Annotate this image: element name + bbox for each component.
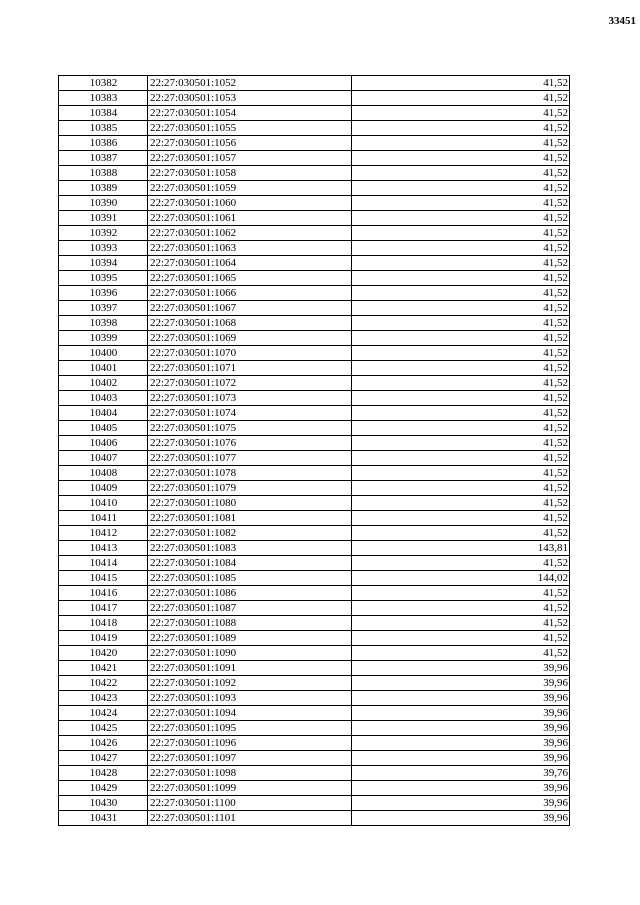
row-number-cell: 10417 [59, 601, 148, 616]
area-cell: 41,52 [352, 316, 570, 331]
area-cell: 41,52 [352, 91, 570, 106]
area-cell: 41,52 [352, 286, 570, 301]
cadastral-number-cell: 22:27:030501:1092 [148, 676, 352, 691]
cadastral-number-cell: 22:27:030501:1056 [148, 136, 352, 151]
row-number-cell: 10423 [59, 691, 148, 706]
area-cell: 41,52 [352, 646, 570, 661]
cadastral-number-cell: 22:27:030501:1060 [148, 196, 352, 211]
area-cell: 41,52 [352, 256, 570, 271]
row-number-cell: 10431 [59, 811, 148, 826]
row-number-cell: 10392 [59, 226, 148, 241]
area-cell: 41,52 [352, 526, 570, 541]
cadastral-number-cell: 22:27:030501:1093 [148, 691, 352, 706]
row-number-cell: 10382 [59, 76, 148, 91]
area-cell: 41,52 [352, 181, 570, 196]
row-number-cell: 10411 [59, 511, 148, 526]
table-row [59, 286, 570, 301]
row-number-cell: 10389 [59, 181, 148, 196]
cadastral-number-cell: 22:27:030501:1053 [148, 91, 352, 106]
row-number-cell: 10400 [59, 346, 148, 361]
area-cell: 41,52 [352, 421, 570, 436]
cadastral-number-cell: 22:27:030501:1075 [148, 421, 352, 436]
cadastral-number-cell: 22:27:030501:1065 [148, 271, 352, 286]
row-number-cell: 10401 [59, 361, 148, 376]
row-number-cell: 10424 [59, 706, 148, 721]
area-cell: 41,52 [352, 241, 570, 256]
table-row [59, 136, 570, 151]
table-row [59, 736, 570, 751]
cadastral-number-cell: 22:27:030501:1098 [148, 766, 352, 781]
table-row [59, 766, 570, 781]
area-cell: 39,96 [352, 706, 570, 721]
cadastral-number-cell: 22:27:030501:1082 [148, 526, 352, 541]
table-row [59, 346, 570, 361]
table-row [59, 676, 570, 691]
area-cell: 41,52 [352, 331, 570, 346]
area-cell: 39,96 [352, 676, 570, 691]
area-cell: 41,52 [352, 496, 570, 511]
row-number-cell: 10398 [59, 316, 148, 331]
cadastral-number-cell: 22:27:030501:1055 [148, 121, 352, 136]
row-number-cell: 10409 [59, 481, 148, 496]
table-row [59, 151, 570, 166]
area-cell: 41,52 [352, 361, 570, 376]
table-row [59, 76, 570, 91]
cadastral-number-cell: 22:27:030501:1091 [148, 661, 352, 676]
cadastral-number-cell: 22:27:030501:1064 [148, 256, 352, 271]
row-number-cell: 10385 [59, 121, 148, 136]
row-number-cell: 10426 [59, 736, 148, 751]
row-number-cell: 10425 [59, 721, 148, 736]
cadastral-number-cell: 22:27:030501:1077 [148, 451, 352, 466]
row-number-cell: 10404 [59, 406, 148, 421]
cadastral-number-cell: 22:27:030501:1094 [148, 706, 352, 721]
table-row [59, 376, 570, 391]
cadastral-number-cell: 22:27:030501:1095 [148, 721, 352, 736]
row-number-cell: 10429 [59, 781, 148, 796]
row-number-cell: 10410 [59, 496, 148, 511]
cadastral-number-cell: 22:27:030501:1089 [148, 631, 352, 646]
cadastral-number-cell: 22:27:030501:1070 [148, 346, 352, 361]
table-row [59, 331, 570, 346]
table-row [59, 646, 570, 661]
row-number-cell: 10391 [59, 211, 148, 226]
cadastral-number-cell: 22:27:030501:1078 [148, 466, 352, 481]
table-row [59, 706, 570, 721]
table-row [59, 526, 570, 541]
cadastral-number-cell: 22:27:030501:1069 [148, 331, 352, 346]
area-cell: 41,52 [352, 76, 570, 91]
area-cell: 41,52 [352, 406, 570, 421]
registry-table [58, 75, 570, 826]
cadastral-number-cell: 22:27:030501:1100 [148, 796, 352, 811]
cadastral-number-cell: 22:27:030501:1071 [148, 361, 352, 376]
area-cell: 41,52 [352, 586, 570, 601]
row-number-cell: 10383 [59, 91, 148, 106]
table-body [59, 76, 570, 826]
area-cell: 39,96 [352, 721, 570, 736]
row-number-cell: 10420 [59, 646, 148, 661]
row-number-cell: 10395 [59, 271, 148, 286]
table-row [59, 586, 570, 601]
page-number: 33451 [608, 15, 636, 27]
table-row [59, 556, 570, 571]
table-row [59, 571, 570, 586]
area-cell: 41,52 [352, 106, 570, 121]
cadastral-number-cell: 22:27:030501:1090 [148, 646, 352, 661]
table-row [59, 271, 570, 286]
table-row [59, 691, 570, 706]
area-cell: 39,96 [352, 781, 570, 796]
area-cell: 39,96 [352, 796, 570, 811]
cadastral-number-cell: 22:27:030501:1066 [148, 286, 352, 301]
table-row [59, 451, 570, 466]
table-row [59, 121, 570, 136]
row-number-cell: 10415 [59, 571, 148, 586]
area-cell: 41,52 [352, 211, 570, 226]
cadastral-number-cell: 22:27:030501:1085 [148, 571, 352, 586]
cadastral-number-cell: 22:27:030501:1079 [148, 481, 352, 496]
cadastral-number-cell: 22:27:030501:1101 [148, 811, 352, 826]
row-number-cell: 10387 [59, 151, 148, 166]
row-number-cell: 10386 [59, 136, 148, 151]
area-cell: 41,52 [352, 226, 570, 241]
row-number-cell: 10388 [59, 166, 148, 181]
cadastral-number-cell: 22:27:030501:1061 [148, 211, 352, 226]
row-number-cell: 10413 [59, 541, 148, 556]
table-row [59, 211, 570, 226]
area-cell: 41,52 [352, 616, 570, 631]
cadastral-number-cell: 22:27:030501:1088 [148, 616, 352, 631]
table-row [59, 481, 570, 496]
table-row [59, 181, 570, 196]
area-cell: 41,52 [352, 481, 570, 496]
row-number-cell: 10397 [59, 301, 148, 316]
area-cell: 144,02 [352, 571, 570, 586]
area-cell: 41,52 [352, 376, 570, 391]
table-row [59, 226, 570, 241]
table-row [59, 511, 570, 526]
cadastral-number-cell: 22:27:030501:1074 [148, 406, 352, 421]
row-number-cell: 10408 [59, 466, 148, 481]
table-row [59, 466, 570, 481]
area-cell: 39,96 [352, 736, 570, 751]
table-row [59, 91, 570, 106]
cadastral-number-cell: 22:27:030501:1081 [148, 511, 352, 526]
table-row [59, 661, 570, 676]
row-number-cell: 10407 [59, 451, 148, 466]
area-cell: 41,52 [352, 346, 570, 361]
row-number-cell: 10412 [59, 526, 148, 541]
row-number-cell: 10396 [59, 286, 148, 301]
cadastral-number-cell: 22:27:030501:1080 [148, 496, 352, 511]
area-cell: 39,96 [352, 751, 570, 766]
area-cell: 39,76 [352, 766, 570, 781]
cadastral-number-cell: 22:27:030501:1054 [148, 106, 352, 121]
cadastral-number-cell: 22:27:030501:1073 [148, 391, 352, 406]
area-cell: 41,52 [352, 196, 570, 211]
area-cell: 41,52 [352, 466, 570, 481]
table-row [59, 361, 570, 376]
row-number-cell: 10405 [59, 421, 148, 436]
table-row [59, 241, 570, 256]
area-cell: 41,52 [352, 511, 570, 526]
row-number-cell: 10390 [59, 196, 148, 211]
table-row [59, 316, 570, 331]
area-cell: 41,52 [352, 451, 570, 466]
area-cell: 41,52 [352, 556, 570, 571]
cadastral-number-cell: 22:27:030501:1096 [148, 736, 352, 751]
cadastral-number-cell: 22:27:030501:1099 [148, 781, 352, 796]
table-row [59, 196, 570, 211]
row-number-cell: 10428 [59, 766, 148, 781]
area-cell: 39,96 [352, 811, 570, 826]
cadastral-number-cell: 22:27:030501:1058 [148, 166, 352, 181]
area-cell: 41,52 [352, 271, 570, 286]
row-number-cell: 10419 [59, 631, 148, 646]
table-row [59, 631, 570, 646]
row-number-cell: 10399 [59, 331, 148, 346]
cadastral-number-cell: 22:27:030501:1059 [148, 181, 352, 196]
cadastral-number-cell: 22:27:030501:1052 [148, 76, 352, 91]
area-cell: 41,52 [352, 121, 570, 136]
cadastral-number-cell: 22:27:030501:1084 [148, 556, 352, 571]
cadastral-number-cell: 22:27:030501:1076 [148, 436, 352, 451]
table-row [59, 496, 570, 511]
area-cell: 143,81 [352, 541, 570, 556]
table-row [59, 406, 570, 421]
area-cell: 41,52 [352, 601, 570, 616]
table-row [59, 106, 570, 121]
cadastral-number-cell: 22:27:030501:1057 [148, 151, 352, 166]
cadastral-number-cell: 22:27:030501:1068 [148, 316, 352, 331]
row-number-cell: 10416 [59, 586, 148, 601]
cadastral-number-cell: 22:27:030501:1067 [148, 301, 352, 316]
row-number-cell: 10403 [59, 391, 148, 406]
area-cell: 41,52 [352, 166, 570, 181]
row-number-cell: 10402 [59, 376, 148, 391]
table-row [59, 751, 570, 766]
area-cell: 39,96 [352, 691, 570, 706]
table-row [59, 796, 570, 811]
table-row [59, 781, 570, 796]
area-cell: 41,52 [352, 301, 570, 316]
table-row [59, 391, 570, 406]
row-number-cell: 10414 [59, 556, 148, 571]
table-row [59, 301, 570, 316]
area-cell: 41,52 [352, 136, 570, 151]
area-cell: 41,52 [352, 151, 570, 166]
cadastral-number-cell: 22:27:030501:1097 [148, 751, 352, 766]
table-row [59, 256, 570, 271]
row-number-cell: 10384 [59, 106, 148, 121]
cadastral-number-cell: 22:27:030501:1072 [148, 376, 352, 391]
row-number-cell: 10422 [59, 676, 148, 691]
row-number-cell: 10421 [59, 661, 148, 676]
table-row [59, 811, 570, 826]
cadastral-number-cell: 22:27:030501:1063 [148, 241, 352, 256]
table-row [59, 166, 570, 181]
table-row [59, 541, 570, 556]
row-number-cell: 10430 [59, 796, 148, 811]
row-number-cell: 10394 [59, 256, 148, 271]
row-number-cell: 10418 [59, 616, 148, 631]
table-row [59, 601, 570, 616]
row-number-cell: 10406 [59, 436, 148, 451]
row-number-cell: 10393 [59, 241, 148, 256]
area-cell: 39,96 [352, 661, 570, 676]
table-row [59, 616, 570, 631]
area-cell: 41,52 [352, 436, 570, 451]
cadastral-number-cell: 22:27:030501:1062 [148, 226, 352, 241]
cadastral-number-cell: 22:27:030501:1083 [148, 541, 352, 556]
table-row [59, 721, 570, 736]
area-cell: 41,52 [352, 391, 570, 406]
area-cell: 41,52 [352, 631, 570, 646]
table-row [59, 421, 570, 436]
cadastral-number-cell: 22:27:030501:1087 [148, 601, 352, 616]
row-number-cell: 10427 [59, 751, 148, 766]
table-row [59, 436, 570, 451]
cadastral-number-cell: 22:27:030501:1086 [148, 586, 352, 601]
